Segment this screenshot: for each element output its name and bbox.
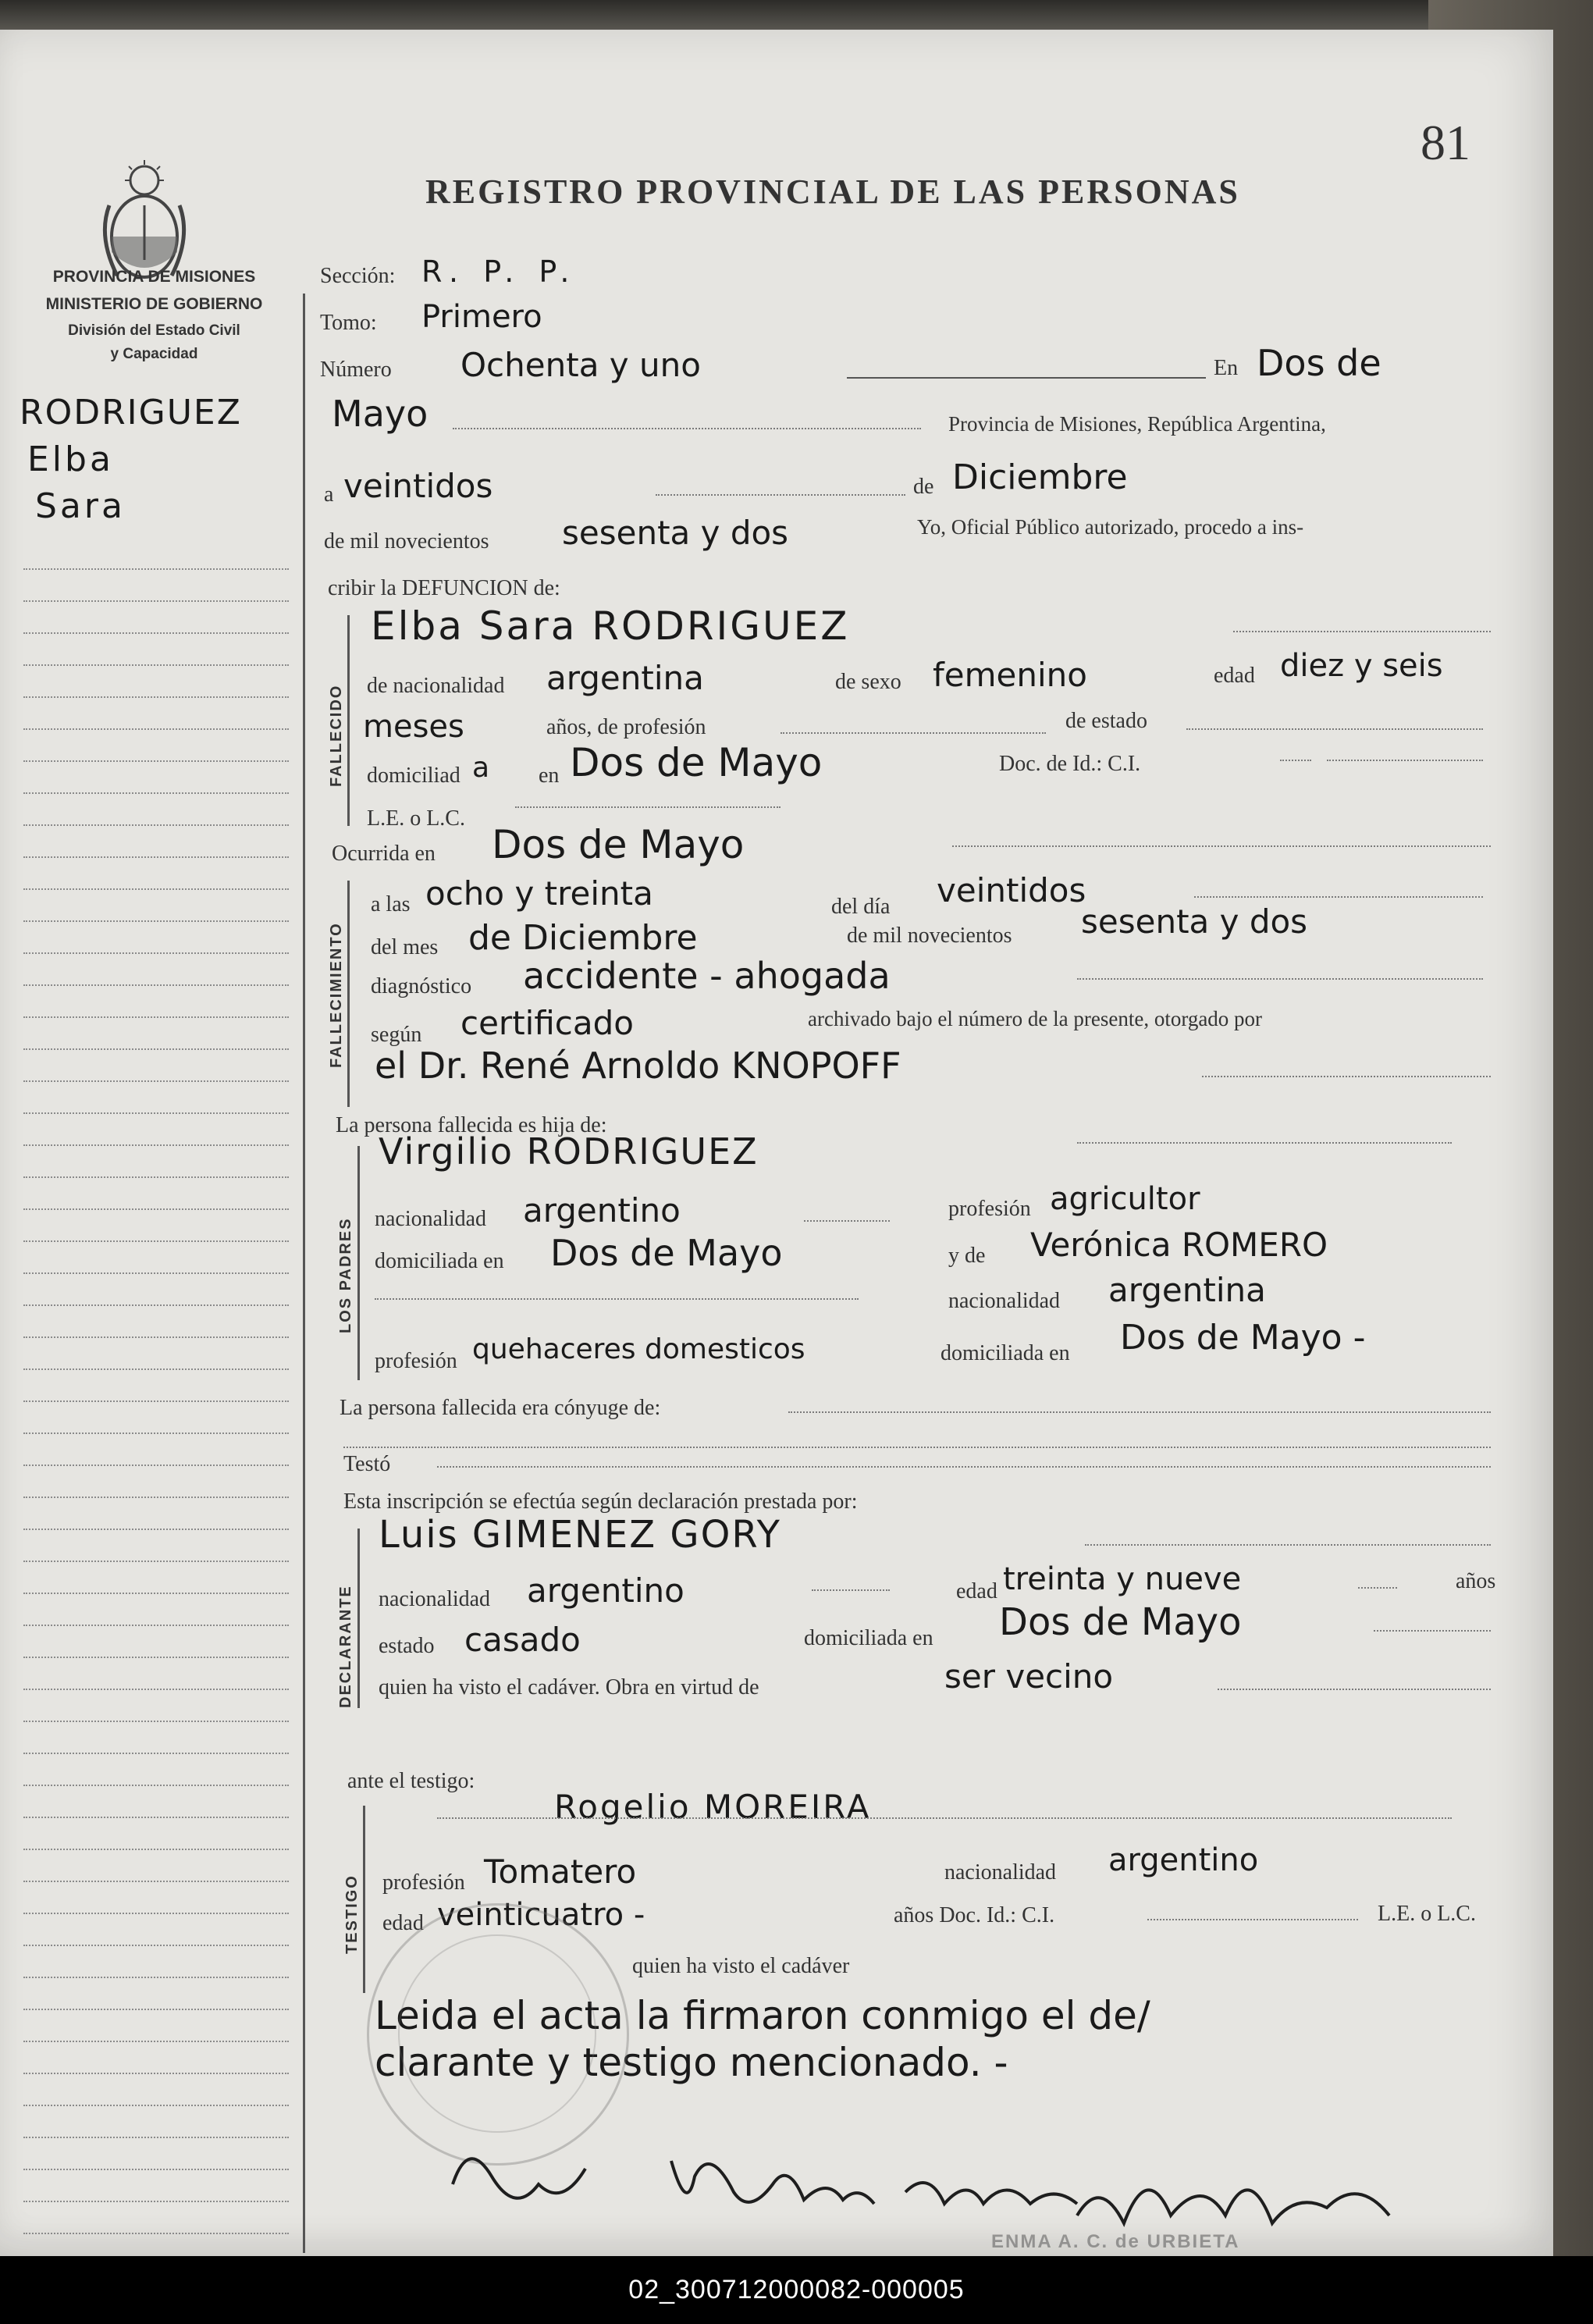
declarante-estado-label: estado — [379, 1634, 435, 1658]
doctor-line — [1202, 1076, 1491, 1077]
fallecido-le-line — [515, 806, 780, 808]
testigo-name-value: Rogelio MOREIRA — [554, 1788, 872, 1826]
fallecimiento-bracket — [347, 881, 350, 1107]
caption-bar — [0, 2256, 1593, 2324]
a-label: a — [324, 482, 334, 507]
fallecimiento-side-label: FALLECIMIENTO — [328, 922, 345, 1068]
testigo-bracket — [363, 1806, 365, 1993]
declarante-anos-label: años — [1456, 1569, 1496, 1593]
doctor-value: el Dr. René Arnoldo KNOPOFF — [375, 1045, 901, 1087]
seccion-label: Sección: — [320, 264, 396, 288]
margin-line — [23, 1881, 289, 1882]
madre-dom-label: domiciliada en — [941, 1341, 1070, 1365]
margin-line — [23, 1689, 289, 1690]
fallecimiento-mes-value: de Diciembre — [468, 918, 698, 958]
testigo-edad-label: edad — [382, 1911, 424, 1935]
padres-bracket — [357, 1146, 360, 1380]
margin-line — [23, 2041, 289, 2042]
declarante-nac-value: argentino — [527, 1571, 684, 1610]
margin-line — [23, 824, 289, 826]
declarante-estado-value: casado — [464, 1621, 581, 1659]
padre-dom-label: domiciliada en — [375, 1249, 504, 1273]
margin-line — [23, 920, 289, 922]
fallecido-meses-value: meses — [363, 709, 464, 745]
margin-line — [23, 568, 289, 570]
margin-line — [23, 2233, 289, 2234]
padre-prof-value: agricultor — [1050, 1181, 1200, 1217]
margin-line — [23, 664, 289, 666]
diagnostico-value: accidente - ahogada — [523, 955, 891, 997]
padre-nac-label: nacionalidad — [375, 1207, 487, 1231]
margin-line — [23, 2169, 289, 2170]
declarante-dom-value: Dos de Mayo — [999, 1600, 1242, 1644]
margin-line — [23, 1529, 289, 1530]
padres-intro: La persona fallecida es hija de: — [336, 1113, 607, 1137]
padre-nac-value: argentino — [523, 1191, 681, 1230]
fallecido-side-label: FALLECIDO — [328, 684, 345, 787]
margin-line — [23, 696, 289, 698]
margin-line — [23, 984, 289, 986]
institution-ministry: MINISTERIO DE GOBIERNO — [45, 295, 263, 313]
margin-line — [23, 1561, 289, 1562]
madre-name-value: Verónica ROMERO — [1030, 1226, 1328, 1264]
padres-blank-line — [375, 1298, 859, 1300]
ocurrida-line — [952, 845, 1491, 847]
institution-capacity: y Capacidad — [110, 346, 198, 362]
document-title: REGISTRO PROVINCIAL DE LAS PERSONAS — [425, 173, 1240, 211]
padre-name-line — [1077, 1142, 1452, 1144]
year-value: sesenta y dos — [562, 514, 789, 552]
testigo-prof-value: Tomatero — [484, 1852, 637, 1891]
margin-line — [23, 1112, 289, 1114]
fallecido-name-value: Elba Sara RODRIGUEZ — [371, 603, 850, 649]
fallecido-edad-value: diez y seis — [1280, 648, 1443, 684]
margin-line — [23, 1144, 289, 1146]
margin-first-name: Elba — [27, 440, 114, 479]
fallecido-nacionalidad-value: argentina — [546, 659, 704, 697]
photo-top-edge — [0, 0, 1593, 31]
margin-line — [23, 2009, 289, 2010]
margin-line — [23, 1849, 289, 1850]
fallecimiento-dia-label: del día — [831, 895, 891, 919]
madre-dom-value: Dos de Mayo - — [1120, 1318, 1366, 1358]
madre-prof-label: profesión — [375, 1349, 457, 1373]
margin-line — [23, 2201, 289, 2202]
margin-line — [23, 1048, 289, 1050]
printed-footer-text: ENMA A. C. de URBIETA — [991, 2231, 1240, 2252]
margin-line — [23, 1817, 289, 1818]
fallecido-edad-label: edad — [1214, 664, 1255, 688]
segun-label: según — [371, 1023, 422, 1047]
fallecimiento-horas-value: ocho y treinta — [425, 874, 653, 913]
margin-line — [23, 1016, 289, 1018]
margin-line — [23, 1785, 289, 1786]
document-page — [0, 30, 1553, 2256]
institution-division: División del Estado Civil — [68, 322, 240, 339]
padre-prof-label: profesión — [948, 1197, 1031, 1221]
declarante-side-label: DECLARANTE — [337, 1585, 354, 1708]
conyuge-line — [788, 1411, 1491, 1413]
testigo-name-line — [437, 1817, 1452, 1819]
conyuge-line-2 — [343, 1447, 1491, 1448]
declarante-edad-label: edad — [956, 1579, 997, 1603]
madre-nac-value: argentina — [1108, 1271, 1266, 1309]
testigo-visto-label: quien ha visto el cadáver — [632, 1954, 850, 1978]
fallecido-profesion-line — [780, 732, 1046, 734]
fallecido-estado-label: de estado — [1065, 709, 1147, 733]
testigo-anos-label: años Doc. Id.: C.I. — [894, 1903, 1055, 1927]
margin-line — [23, 1368, 289, 1370]
margin-line — [23, 1721, 289, 1722]
fallecimiento-horas-label: a las — [371, 892, 411, 916]
fallecido-bracket — [347, 615, 350, 826]
margin-line — [23, 1400, 289, 1402]
testigo-nac-value: argentino — [1108, 1842, 1259, 1878]
fallecimiento-anio-label: de mil novecientos — [847, 924, 1012, 948]
testigo-prof-label: profesión — [382, 1870, 465, 1895]
ocurrida-label: Ocurrida en — [332, 842, 436, 866]
column-divider — [303, 294, 305, 2253]
page-number: 81 — [1421, 115, 1470, 170]
day-line — [656, 494, 905, 496]
fallecido-domiciliado-suffix: a — [472, 752, 490, 784]
declaracion-label: Esta inscripción se efectúa según declaración prestada por: — [343, 1489, 858, 1514]
fallecido-doc-line-1 — [1280, 760, 1311, 761]
declarante-visto-value: ser vecino — [944, 1657, 1114, 1696]
officer-text: Yo, Oficial Público autorizado, procedo a ins- — [917, 515, 1304, 539]
testo-label: Testó — [343, 1452, 391, 1476]
archivado-text: archivado bajo el número de la presente, otorgado por — [808, 1007, 1263, 1030]
fallecido-estado-line — [1186, 728, 1483, 730]
diagnostico-line — [1077, 978, 1483, 980]
inscribe-text: cribir la DEFUNCION de: — [328, 576, 560, 600]
declarante-nac-line — [812, 1589, 890, 1591]
testigo-edad-value: veinticuatro - — [437, 1897, 645, 1933]
testigo-nac-label: nacionalidad — [944, 1860, 1057, 1884]
margin-line — [23, 1304, 289, 1306]
declarante-edad-line — [1358, 1587, 1397, 1589]
margin-line — [23, 1497, 289, 1498]
institution-province: PROVINCIA DE MISIONES — [52, 268, 256, 286]
margin-line — [23, 1208, 289, 1210]
day-value: veintidos — [343, 467, 493, 505]
en-value: Dos de — [1257, 342, 1381, 384]
margin-second-name: Sara — [35, 486, 126, 526]
madre-prof-value: quehaceres domesticos — [472, 1333, 805, 1365]
margin-line — [23, 1176, 289, 1178]
margin-line — [23, 2105, 289, 2106]
ocurrida-value: Dos de Mayo — [492, 822, 745, 867]
declarante-visto-line — [1218, 1689, 1491, 1690]
margin-line — [23, 1272, 289, 1274]
seccion-value: R. P. P. — [421, 254, 578, 289]
en-label: En — [1214, 356, 1239, 380]
declarante-bracket — [357, 1529, 360, 1708]
margin-line — [23, 1336, 289, 1338]
testigo-le-label: L.E. o L.C. — [1378, 1902, 1476, 1926]
caption-text: 02_300712000082-000005 — [628, 2275, 965, 2304]
testo-line — [437, 1466, 1491, 1468]
fallecimiento-dia-value: veintidos — [937, 871, 1086, 909]
padre-nac-line — [804, 1220, 890, 1222]
padres-side-label: LOS PADRES — [337, 1217, 354, 1333]
margin-line — [23, 2073, 289, 2074]
province-text: Provincia de Misiones, República Argentina, — [948, 412, 1326, 436]
place-line — [453, 428, 921, 429]
numero-line — [847, 377, 1206, 379]
margin-line — [23, 1753, 289, 1754]
margin-line — [23, 1240, 289, 1242]
margin-line — [23, 1657, 289, 1658]
diagnostico-label: diagnóstico — [371, 974, 472, 998]
margin-line — [23, 1465, 289, 1466]
declarante-dom-line — [1374, 1630, 1491, 1632]
margin-line — [23, 888, 289, 890]
margin-line — [23, 1625, 289, 1626]
tomo-label: Tomo: — [320, 311, 377, 335]
declarante-name-line — [1085, 1544, 1491, 1546]
margin-line — [23, 600, 289, 602]
official-seal-inner-ring — [398, 1934, 596, 2133]
margin-note-lines — [23, 30, 293, 2255]
fallecido-en-label: en — [539, 763, 560, 788]
testigo-doc-line — [1147, 1919, 1358, 1920]
conyuge-label: La persona fallecida era cónyuge de: — [340, 1396, 661, 1420]
fallecido-doc-line-2 — [1327, 760, 1483, 761]
fallecimiento-dia-line — [1194, 896, 1483, 898]
fallecido-sexo-label: de sexo — [835, 670, 901, 694]
declarante-edad-value: treinta y nueve — [1003, 1561, 1242, 1597]
fallecido-anos-label: años, de profesión — [546, 715, 706, 739]
yde-label: y de — [948, 1244, 986, 1268]
fallecido-le-label: L.E. o L.C. — [367, 806, 465, 831]
margin-surname: RODRIGUEZ — [20, 393, 242, 432]
declarante-visto-label: quien ha visto el cadáver. Obra en virtud de — [379, 1675, 759, 1699]
margin-line — [23, 1432, 289, 1434]
fallecido-name-line — [1233, 631, 1491, 632]
margin-line — [23, 1945, 289, 1946]
fallecido-nacionalidad-label: de nacionalidad — [367, 674, 505, 698]
padre-dom-value: Dos de Mayo — [550, 1232, 783, 1274]
fallecimiento-anio-value: sesenta y dos — [1081, 902, 1308, 941]
closing-line-2: clarante y testigo mencionado. - — [375, 2040, 1008, 2085]
margin-line — [23, 856, 289, 858]
numero-value: Ochenta y uno — [460, 346, 701, 384]
de-label: de — [913, 475, 934, 499]
month-value: Diciembre — [952, 457, 1128, 497]
margin-line — [23, 792, 289, 794]
fallecido-domiciliado-label: domiciliad — [367, 763, 460, 788]
segun-value: certificado — [460, 1004, 634, 1042]
tomo-value: Primero — [421, 299, 542, 335]
testigo-side-label: TESTIGO — [343, 1874, 361, 1954]
fallecido-sexo-value: femenino — [933, 656, 1087, 694]
testigo-intro: ante el testigo: — [347, 1769, 475, 1793]
signature-scribbles-icon — [437, 2130, 1491, 2255]
numero-label: Número — [320, 358, 392, 382]
year-label: de mil novecientos — [324, 529, 489, 553]
place-value: Mayo — [332, 393, 428, 435]
declarante-name-value: Luis GIMENEZ GORY — [379, 1513, 781, 1557]
padre-name-value: Virgilio RODRIGUEZ — [379, 1130, 759, 1173]
margin-line — [23, 952, 289, 954]
declarante-nac-label: nacionalidad — [379, 1587, 491, 1611]
margin-line — [23, 1977, 289, 1978]
declarante-dom-label: domiciliada en — [804, 1626, 933, 1650]
margin-line — [23, 2137, 289, 2138]
margin-line — [23, 1593, 289, 1594]
margin-line — [23, 632, 289, 634]
fallecimiento-mes-label: del mes — [371, 935, 439, 959]
madre-nac-label: nacionalidad — [948, 1289, 1061, 1313]
fallecido-domicilio-value: Dos de Mayo — [570, 740, 823, 785]
margin-line — [23, 1913, 289, 1914]
closing-line-1: Leida el acta la firmaron conmigo el de/ — [375, 1993, 1150, 2038]
margin-line — [23, 760, 289, 762]
margin-line — [23, 728, 289, 730]
margin-line — [23, 1080, 289, 1082]
fallecido-doc-label: Doc. de Id.: C.I. — [999, 752, 1141, 776]
